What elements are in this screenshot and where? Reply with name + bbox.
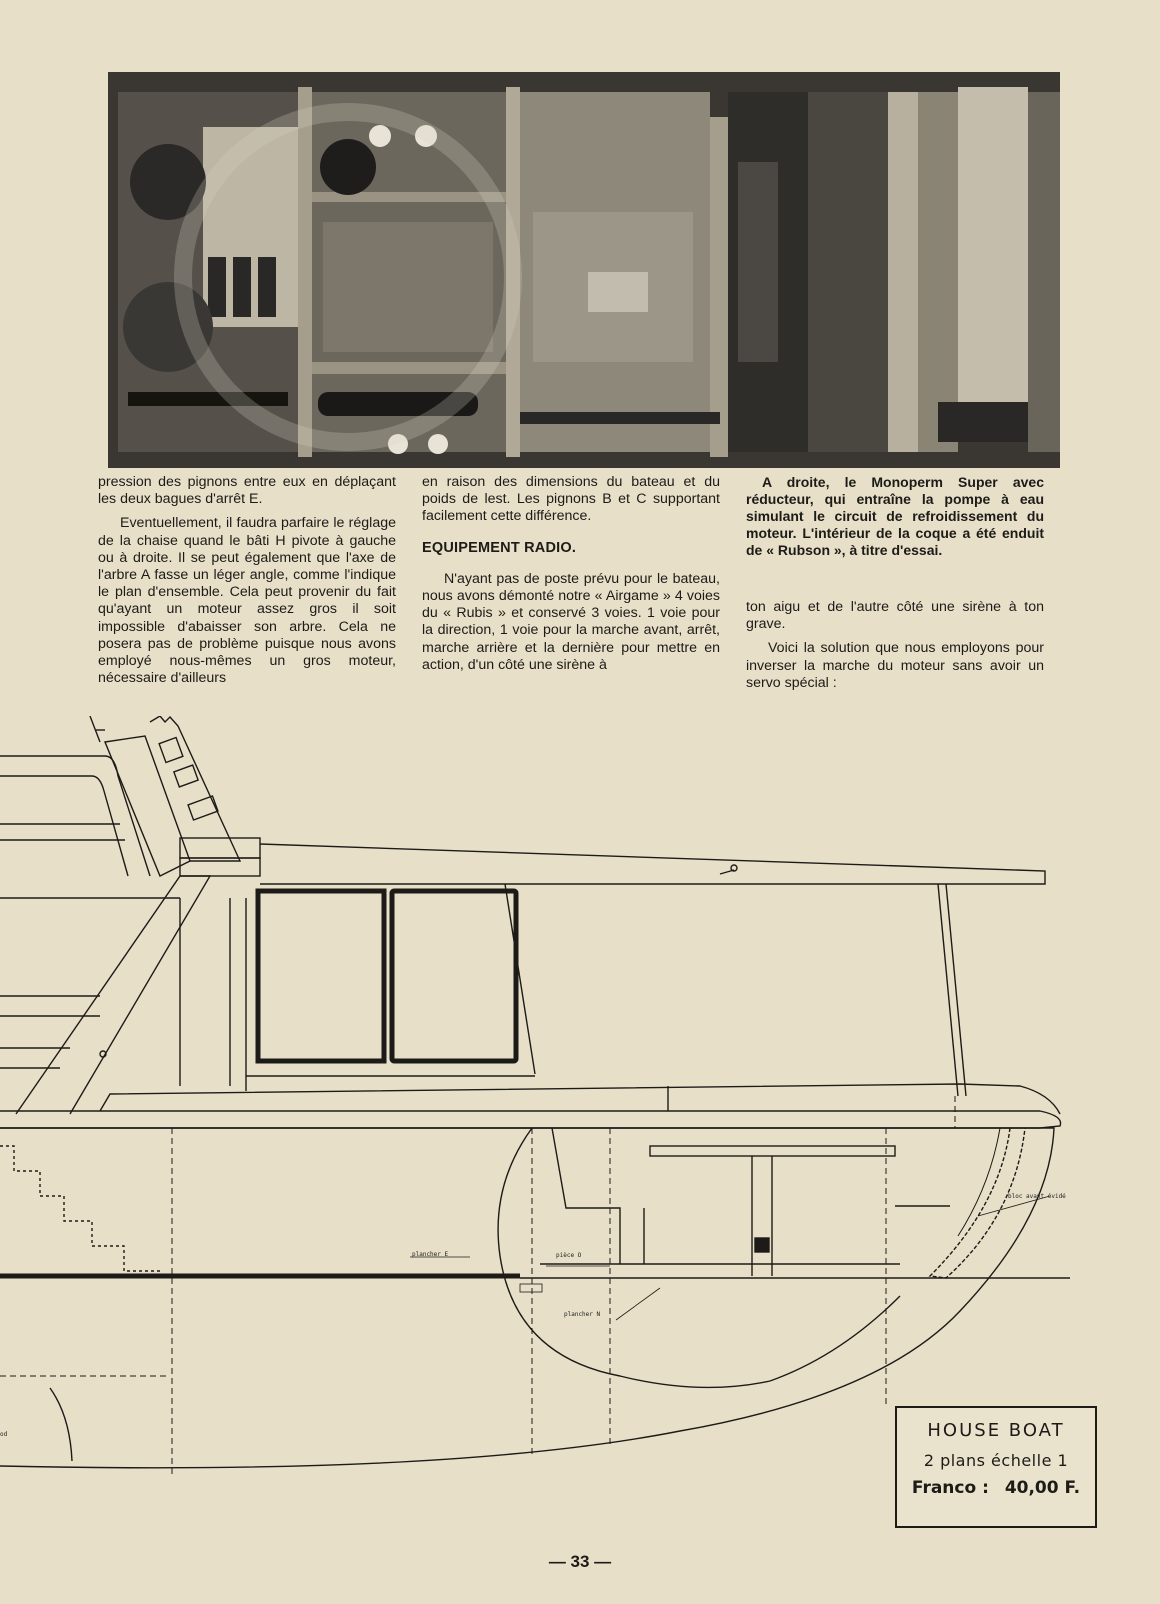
section-heading: EQUIPEMENT RADIO. <box>422 539 577 556</box>
text-column-3 <box>746 474 1044 699</box>
plan-price-line <box>897 1478 1095 1498</box>
photo-caption: A droite, le Monoperm Super avec réducteur, qui entraîne la pompe à eau simulant le circuit de refroidissement du moteur. L'intérieur de la coque a été enduit de « Rubson », à titre d'essai. <box>746 474 1044 558</box>
paragraph: pression des pignons entre eux en déplaçant les deux bagues d'arrêt E. <box>98 474 396 508</box>
paragraph: en raison des dimensions du bateau et du poids de lest. Les pignons B et C supportant facilement cette différence. <box>422 474 720 525</box>
label-bloc-avant: bloc avant évidé <box>1008 1193 1066 1200</box>
paragraph: ton aigu et de l'autre côté une sirène à ton grave. <box>746 599 1044 633</box>
price-label: Franco : <box>911 1478 989 1498</box>
plan-title: HOUSE BOAT <box>927 1420 1065 1441</box>
label-piece-o: pièce O <box>556 1252 582 1259</box>
plan-subtitle: 2 plans échelle 1 <box>923 1451 1069 1470</box>
label-plancher-e: plancher E <box>412 1251 449 1258</box>
text-column-1 <box>98 474 396 694</box>
page-number: — 33 — <box>548 1552 612 1571</box>
paragraph: Eventuellement, il faudra parfaire le réglage de la chaise quand le bâti H pivote à gauche ou à droite. Il se peut également que l'axe de l'arbre A fasse un léger angle, comme l'indique le plan d'ensemble. Cela peut provenir du fait qu'ayant un moteur assez gros il soit impossible d'abaisser son arbre. Cela ne posera pas de problème puisque nous avons employé nous-mêmes un gros moteur, nécessaire d'ailleurs <box>98 515 396 687</box>
text-column-2 <box>422 474 720 681</box>
paragraph: Voici la solution que nous employons pour inverser la marche du moteur sans avoir un servo spécial : <box>746 640 1044 691</box>
house-boat-plan-drawing <box>0 716 1160 1516</box>
paragraph: N'ayant pas de poste prévu pour le bateau, nous avons démonté notre « Airgame » 4 voies du « Rubis » et conservé 3 voies. 1 voie pour la direction, 1 voie pour la marche avant, arrêt, marche arrière et la dernière pour mettre en action, d'un côté une sirène à <box>422 570 720 673</box>
boat-interior-photo <box>108 72 1060 468</box>
label-edge: od <box>0 1431 8 1438</box>
plan-order-box <box>895 1406 1097 1528</box>
label-plancher-n: plancher N <box>564 1311 601 1318</box>
price-value: 40,00 F. <box>1004 1478 1081 1498</box>
